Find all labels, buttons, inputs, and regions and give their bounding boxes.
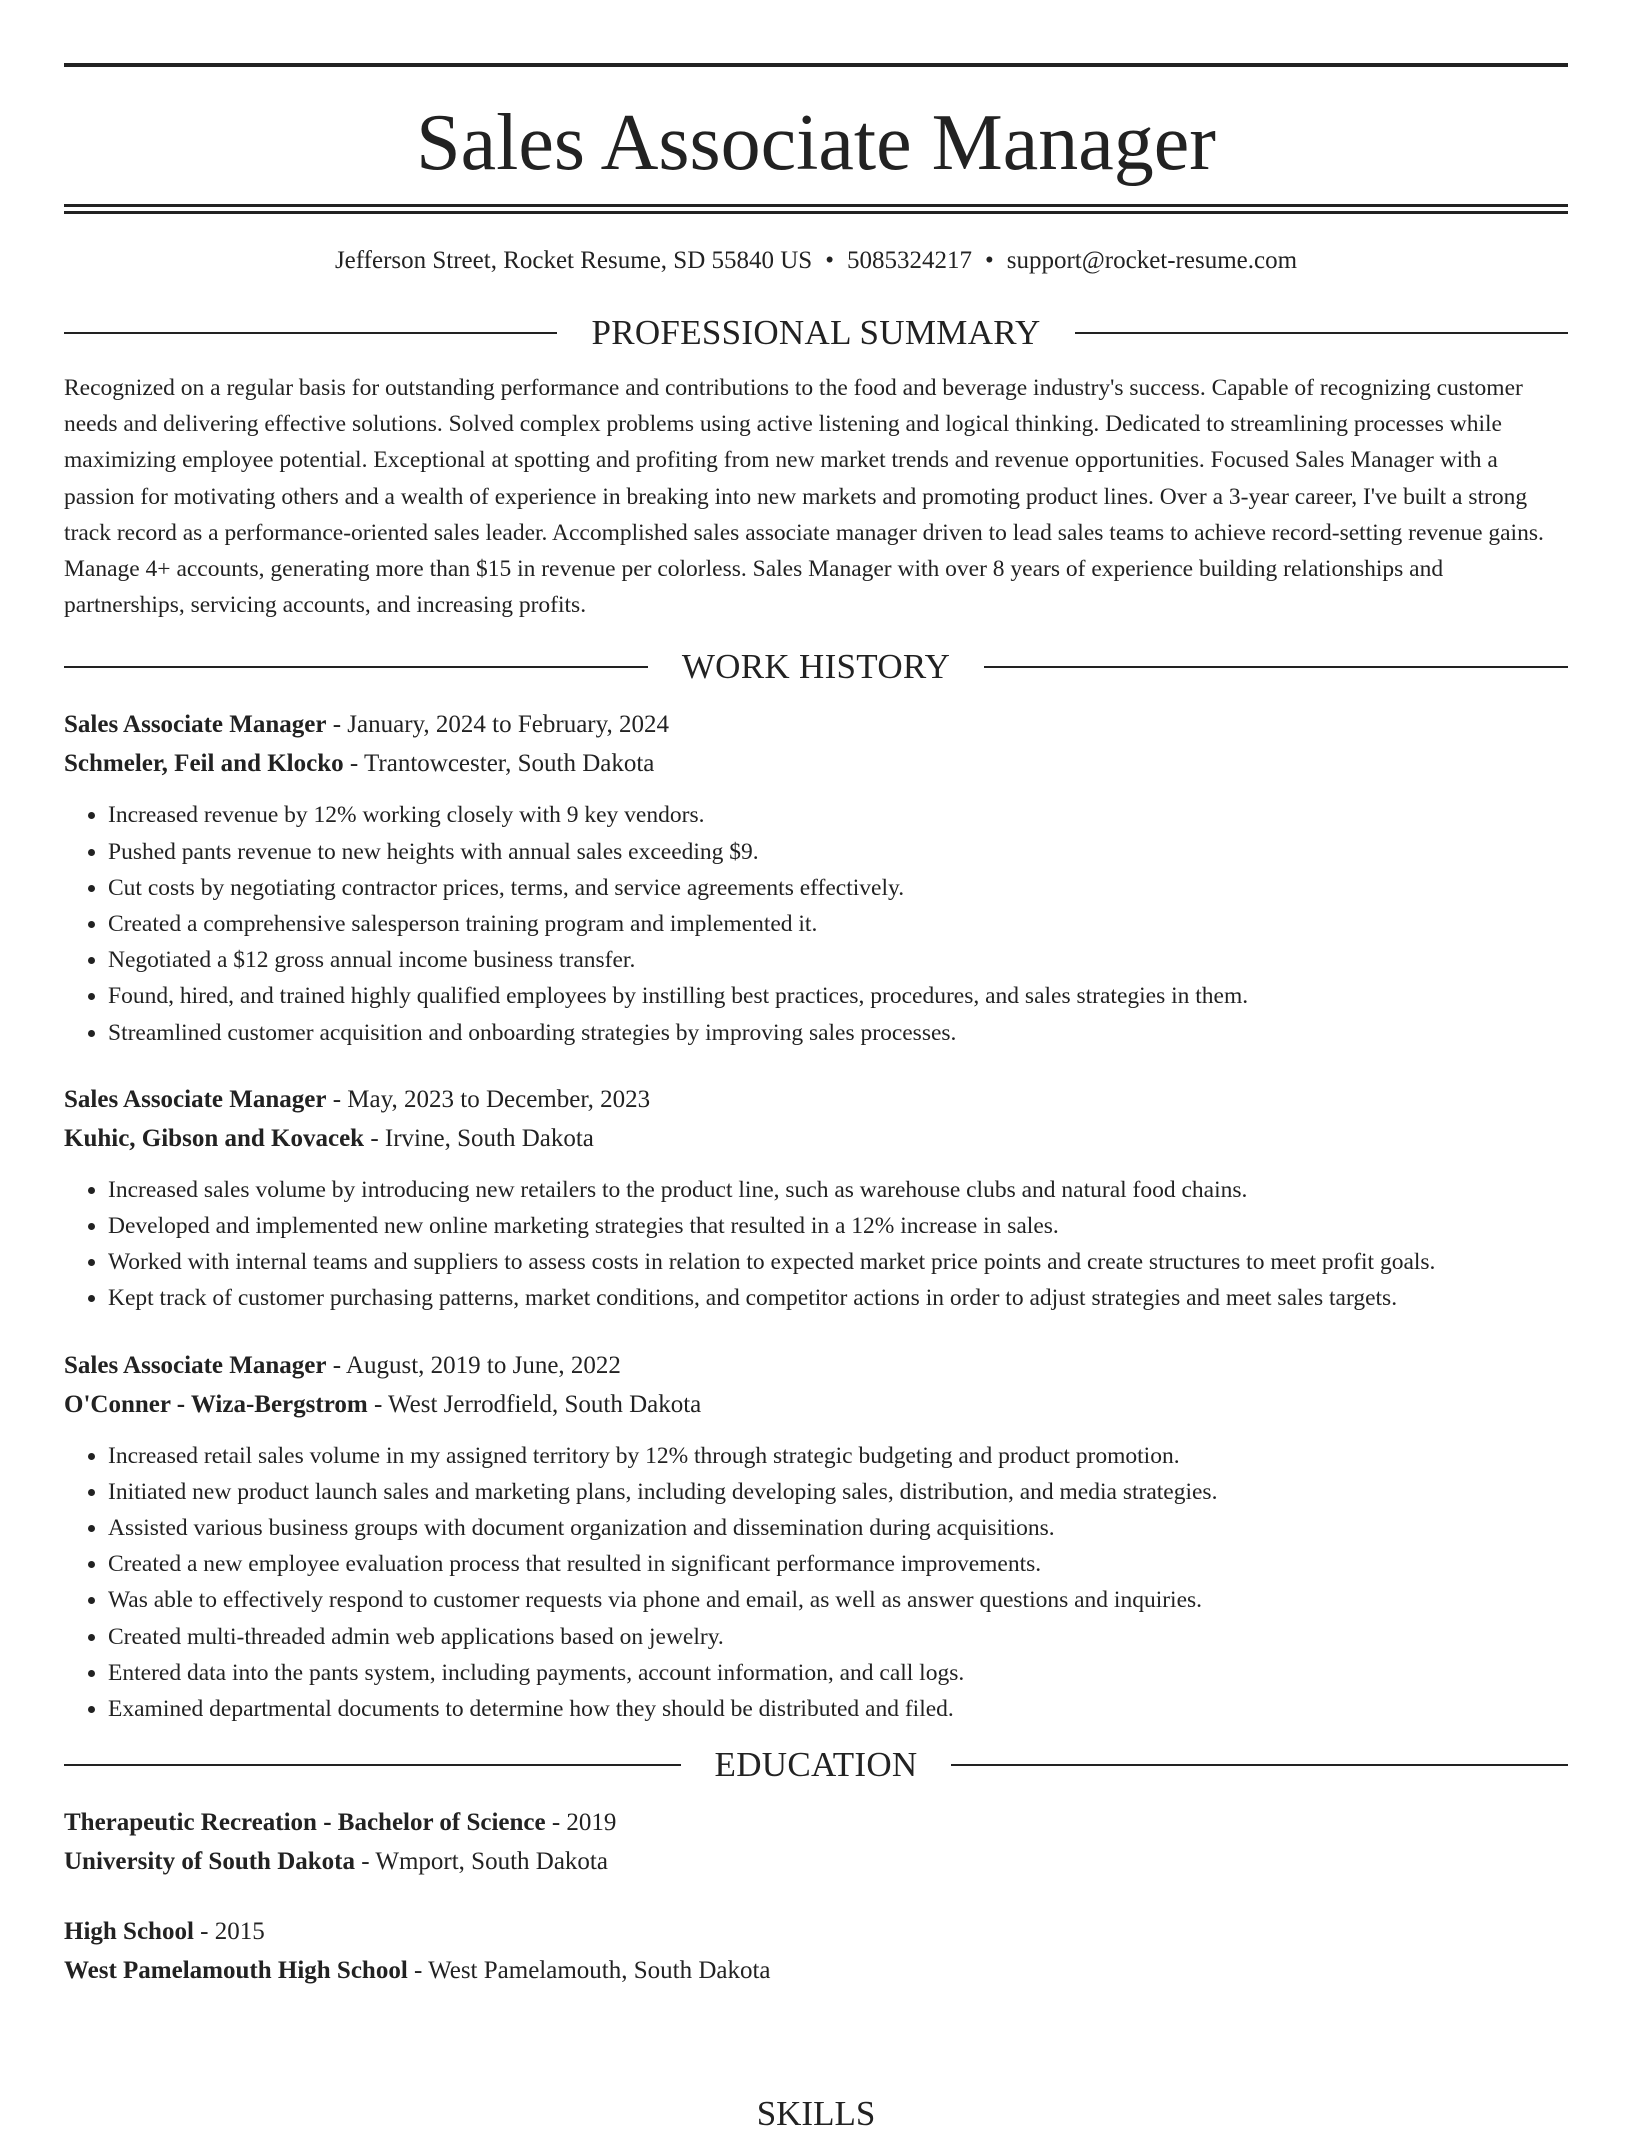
job-company-line [64, 744, 1568, 783]
heading-rule [984, 666, 1568, 668]
job-company: Schmeler, Feil and Klocko [64, 750, 344, 778]
job-company: Kuhic, Gibson and Kovacek [64, 1124, 365, 1152]
job-company: O'Conner - Wiza-Bergstrom [64, 1390, 368, 1418]
job-company-line [64, 1119, 1568, 1158]
list-item: • Pushed pants revenue to new heights with annual sales exceeding $9. [108, 834, 1568, 870]
section-title: EDUCATION [714, 1745, 918, 1785]
heading-rule [64, 332, 557, 334]
education-location: - Wmport, South Dakota [355, 1848, 608, 1876]
page-title: Sales Associate Manager [416, 99, 1216, 187]
education-year: - 2015 [193, 1918, 265, 1946]
education-school: University of South Dakota [64, 1848, 355, 1876]
list-item: • Created a comprehensive salesperson training program and implemented it. [108, 906, 1568, 942]
list-item: • Worked with internal teams and suppliers to assess costs in relation to expected market price points and create structures to meet profit goals. [108, 1244, 1568, 1280]
resume-page [64, 0, 1568, 1990]
contact-phone: 5085324217 [846, 247, 972, 274]
list-item: • Kept track of customer purchasing patterns, market conditions, and competitor actions in order to adjust strategies and meet sales targets. [108, 1280, 1568, 1316]
education-school: West Pamelamouth High School [64, 1957, 408, 1985]
job-dates: - May, 2023 to December, 2023 [326, 1085, 651, 1113]
contact-separator: • [984, 247, 994, 274]
list-item: • Initiated new product launch sales and marketing plans, including developing sales, distribution, and media strategies. [108, 1474, 1568, 1510]
list-item: • Increased revenue by 12% working closely with 9 key vendors. [108, 797, 1568, 833]
section-heading-summary [64, 311, 1568, 355]
job-location: - Trantowcester, South Dakota [343, 750, 655, 778]
education-school-line [64, 1842, 1568, 1881]
heading-rule [64, 666, 648, 668]
job-location: - Irvine, South Dakota [364, 1124, 594, 1152]
job-role: Sales Associate Manager [64, 1085, 327, 1113]
list-item: • Created multi-threaded admin web applications based on jewelry. [108, 1619, 1568, 1655]
list-item: • Cut costs by negotiating contractor prices, terms, and service agreements effectively. [108, 870, 1568, 906]
contact-separator: • [825, 247, 834, 274]
job-bullets [64, 1172, 1568, 1317]
list-item: • Found, hired, and trained highly qualified employees by instilling best practices, procedures, and sales strategies in them. [108, 978, 1568, 1014]
job-entry [64, 1080, 1568, 1317]
job-title-line [64, 705, 1568, 744]
education-entry [64, 1912, 1568, 1990]
section-heading-skills: SKILLS [756, 2094, 876, 2133]
education-degree-line [64, 1912, 1568, 1951]
job-title-line [64, 1346, 1568, 1385]
education-degree: High School [64, 1918, 194, 1946]
list-item: • Created a new employee evaluation process that resulted in significant performance improvements. [108, 1546, 1568, 1582]
title-double-rule [64, 204, 1568, 214]
section-title: WORK HISTORY [681, 647, 951, 687]
job-location: - West Jerrodfield, South Dakota [367, 1390, 702, 1418]
list-item: • Increased retail sales volume in my assigned territory by 12% through strategic budgeting and product promotion. [108, 1438, 1568, 1474]
contact-line [64, 245, 1568, 277]
top-rule [64, 63, 1568, 67]
education-entry [64, 1803, 1568, 1881]
education-degree: Therapeutic Recreation - Bachelor of Science [64, 1809, 546, 1837]
heading-rule [64, 1764, 681, 1766]
job-title-line [64, 1080, 1568, 1119]
job-bullets [64, 797, 1568, 1050]
job-entry [64, 705, 1568, 1050]
heading-rule [951, 1764, 1568, 1766]
education-degree-line [64, 1803, 1568, 1842]
section-title: PROFESSIONAL SUMMARY [591, 313, 1041, 352]
list-item: • Was able to effectively respond to customer requests via phone and email, as well as answer questions and inquiries. [108, 1582, 1568, 1618]
section-heading-education [64, 1743, 1568, 1787]
summary-text: Recognized on a regular basis for outstanding performance and contributions to the food and beverage industry's success. Capable of recognizing customer needs and delivering effective solutions. Solved complex problems using active listening and logical thinking. Dedicated to streamlining processes while maximizing employee potential. Exceptional at spotting and profiting from new market trends and revenue opportunities. Focused Sales Manager with a passion for motivating others and a wealth of experience in breaking into new markets and promoting product lines. Over a 3-year career, I've built a strong track record as a performance-oriented sales leader. Accomplished sales associate manager driven to lead sales teams to achieve record-setting revenue gains. Manage 4+ accounts, generating more than $15 in revenue per colorless. Sales Manager with over 8 years of experience building relationships and partnerships, servicing accounts, and increasing profits. [64, 375, 1544, 619]
job-entry [64, 1346, 1568, 1728]
list-item: • Streamlined customer acquisition and onboarding strategies by improving sales processes. [108, 1015, 1568, 1051]
job-role: Sales Associate Manager [64, 711, 327, 739]
contact-email: support@rocket-resume.com [1006, 247, 1298, 274]
list-item: • Entered data into the pants system, including payments, account information, and call logs. [108, 1655, 1568, 1691]
list-item: • Assisted various business groups with document organization and dissemination during acquisitions. [108, 1510, 1568, 1546]
heading-rule [1075, 332, 1568, 334]
job-role: Sales Associate Manager [64, 1351, 327, 1379]
list-item: • Negotiated a $12 gross annual income business transfer. [108, 942, 1568, 978]
job-dates: - January, 2024 to February, 2024 [326, 711, 669, 739]
contact-address: Jefferson Street, Rocket Resume, SD 55840 US [334, 247, 813, 274]
job-bullets [64, 1438, 1568, 1728]
education-year: - 2019 [545, 1809, 617, 1837]
section-heading-work-history [64, 645, 1568, 689]
job-dates: - August, 2019 to June, 2022 [326, 1351, 621, 1379]
list-item: • Increased sales volume by introducing new retailers to the product line, such as warehouse clubs and natural food chains. [108, 1172, 1568, 1208]
education-location: - West Pamelamouth, South Dakota [407, 1957, 771, 1985]
job-company-line [64, 1385, 1568, 1424]
list-item: • Examined departmental documents to determine how they should be distributed and filed. [108, 1691, 1568, 1727]
list-item: • Developed and implemented new online marketing strategies that resulted in a 12% increase in sales. [108, 1208, 1568, 1244]
education-school-line [64, 1951, 1568, 1990]
